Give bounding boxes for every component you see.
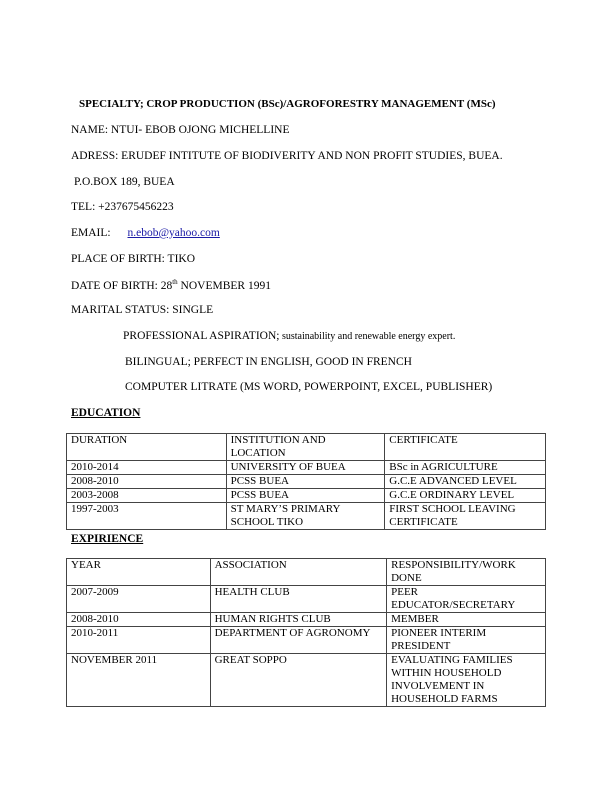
- table-cell: 2010-2014: [67, 461, 227, 475]
- header-cell: CERTIFICATE: [385, 434, 546, 461]
- table-cell: 2008-2010: [67, 475, 227, 489]
- table-cell: G.C.E ADVANCED LEVEL: [385, 475, 546, 489]
- dob-line: [71, 278, 271, 292]
- table-row: [67, 654, 546, 707]
- experience-table: [66, 558, 546, 707]
- table-cell: ST MARY’S PRIMARY SCHOOL TIKO: [226, 503, 385, 530]
- dob-sup: th: [172, 278, 178, 286]
- education-heading: EDUCATION: [71, 407, 141, 419]
- table-cell: 1997-2003: [67, 503, 227, 530]
- pobox-line: P.O.BOX 189, BUEA: [74, 176, 175, 188]
- place-of-birth-line: PLACE OF BIRTH: TIKO: [71, 253, 196, 265]
- table-cell: BSc in AGRICULTURE: [385, 461, 546, 475]
- table-cell: PCSS BUEA: [226, 475, 385, 489]
- table-cell: HUMAN RIGHTS CLUB: [210, 613, 387, 627]
- table-cell: G.C.E ORDINARY LEVEL: [385, 489, 546, 503]
- name-line: NAME: NTUI- EBOB OJONG MICHELLINE: [71, 124, 290, 136]
- marital-status-line: MARITAL STATUS: SINGLE: [71, 304, 214, 316]
- table-cell: PEER EDUCATOR/SECRETARY: [387, 586, 546, 613]
- table-header-row: [67, 559, 546, 586]
- aspiration-line: [123, 330, 455, 342]
- table-cell: MEMBER: [387, 613, 546, 627]
- table-cell: 2003-2008: [67, 489, 227, 503]
- education-table: [66, 433, 546, 530]
- email-line: [71, 227, 220, 239]
- table-cell: PIONEER INTERIM PRESIDENT: [387, 627, 546, 654]
- table-cell: EVALUATING FAMILIES WITHIN HOUSEHOLD INVOLVEMENT IN HOUSEHOLD FARMS: [387, 654, 546, 707]
- table-row: [67, 489, 546, 503]
- computer-line: COMPUTER LITRATE (MS WORD, POWERPOINT, EXCEL, PUBLISHER): [125, 381, 493, 393]
- dob-prefix: DATE OF BIRTH: 28: [71, 279, 173, 292]
- aspiration-label: PROFESSIONAL ASPIRATION;: [123, 330, 280, 342]
- header-cell: RESPONSIBILITY/WORK DONE: [387, 559, 546, 586]
- table-cell: FIRST SCHOOL LEAVING CERTIFICATE: [385, 503, 546, 530]
- table-cell: DEPARTMENT OF AGRONOMY: [210, 627, 387, 654]
- email-label: EMAIL:: [71, 227, 111, 239]
- tel-line: TEL: +237675456223: [71, 201, 174, 213]
- bilingual-line: BILINGUAL; PERFECT IN ENGLISH, GOOD IN FRENCH: [125, 356, 412, 368]
- table-row: [67, 627, 546, 654]
- table-row: [67, 586, 546, 613]
- table-row: [67, 475, 546, 489]
- table-cell: 2010-2011: [67, 627, 211, 654]
- dob-suffix: NOVEMBER 1991: [177, 279, 271, 292]
- table-cell: 2007-2009: [67, 586, 211, 613]
- table-row: [67, 613, 546, 627]
- page-title: SPECIALTY; CROP PRODUCTION (BSc)/AGROFORESTRY MANAGEMENT (MSc): [79, 98, 496, 110]
- table-cell: PCSS BUEA: [226, 489, 385, 503]
- table-row: [67, 503, 546, 530]
- table-cell: UNIVERSITY OF BUEA: [226, 461, 385, 475]
- table-header-row: [67, 434, 546, 461]
- header-cell: INSTITUTION AND LOCATION: [226, 434, 385, 461]
- header-cell: YEAR: [67, 559, 211, 586]
- header-cell: DURATION: [67, 434, 227, 461]
- header-cell: ASSOCIATION: [210, 559, 387, 586]
- table-cell: NOVEMBER 2011: [67, 654, 211, 707]
- table-cell: HEALTH CLUB: [210, 586, 387, 613]
- email-link[interactable]: n.ebob@yahoo.com: [127, 227, 220, 239]
- address-line: ADRESS: ERUDEF INTITUTE OF BIODIVERITY AND NON PROFIT STUDIES, BUEA.: [71, 150, 503, 162]
- experience-heading: EXPIRIENCE: [71, 533, 144, 545]
- table-cell: 2008-2010: [67, 613, 211, 627]
- table-cell: GREAT SOPPO: [210, 654, 387, 707]
- table-row: [67, 461, 546, 475]
- aspiration-text: sustainability and renewable energy expert.: [279, 331, 456, 342]
